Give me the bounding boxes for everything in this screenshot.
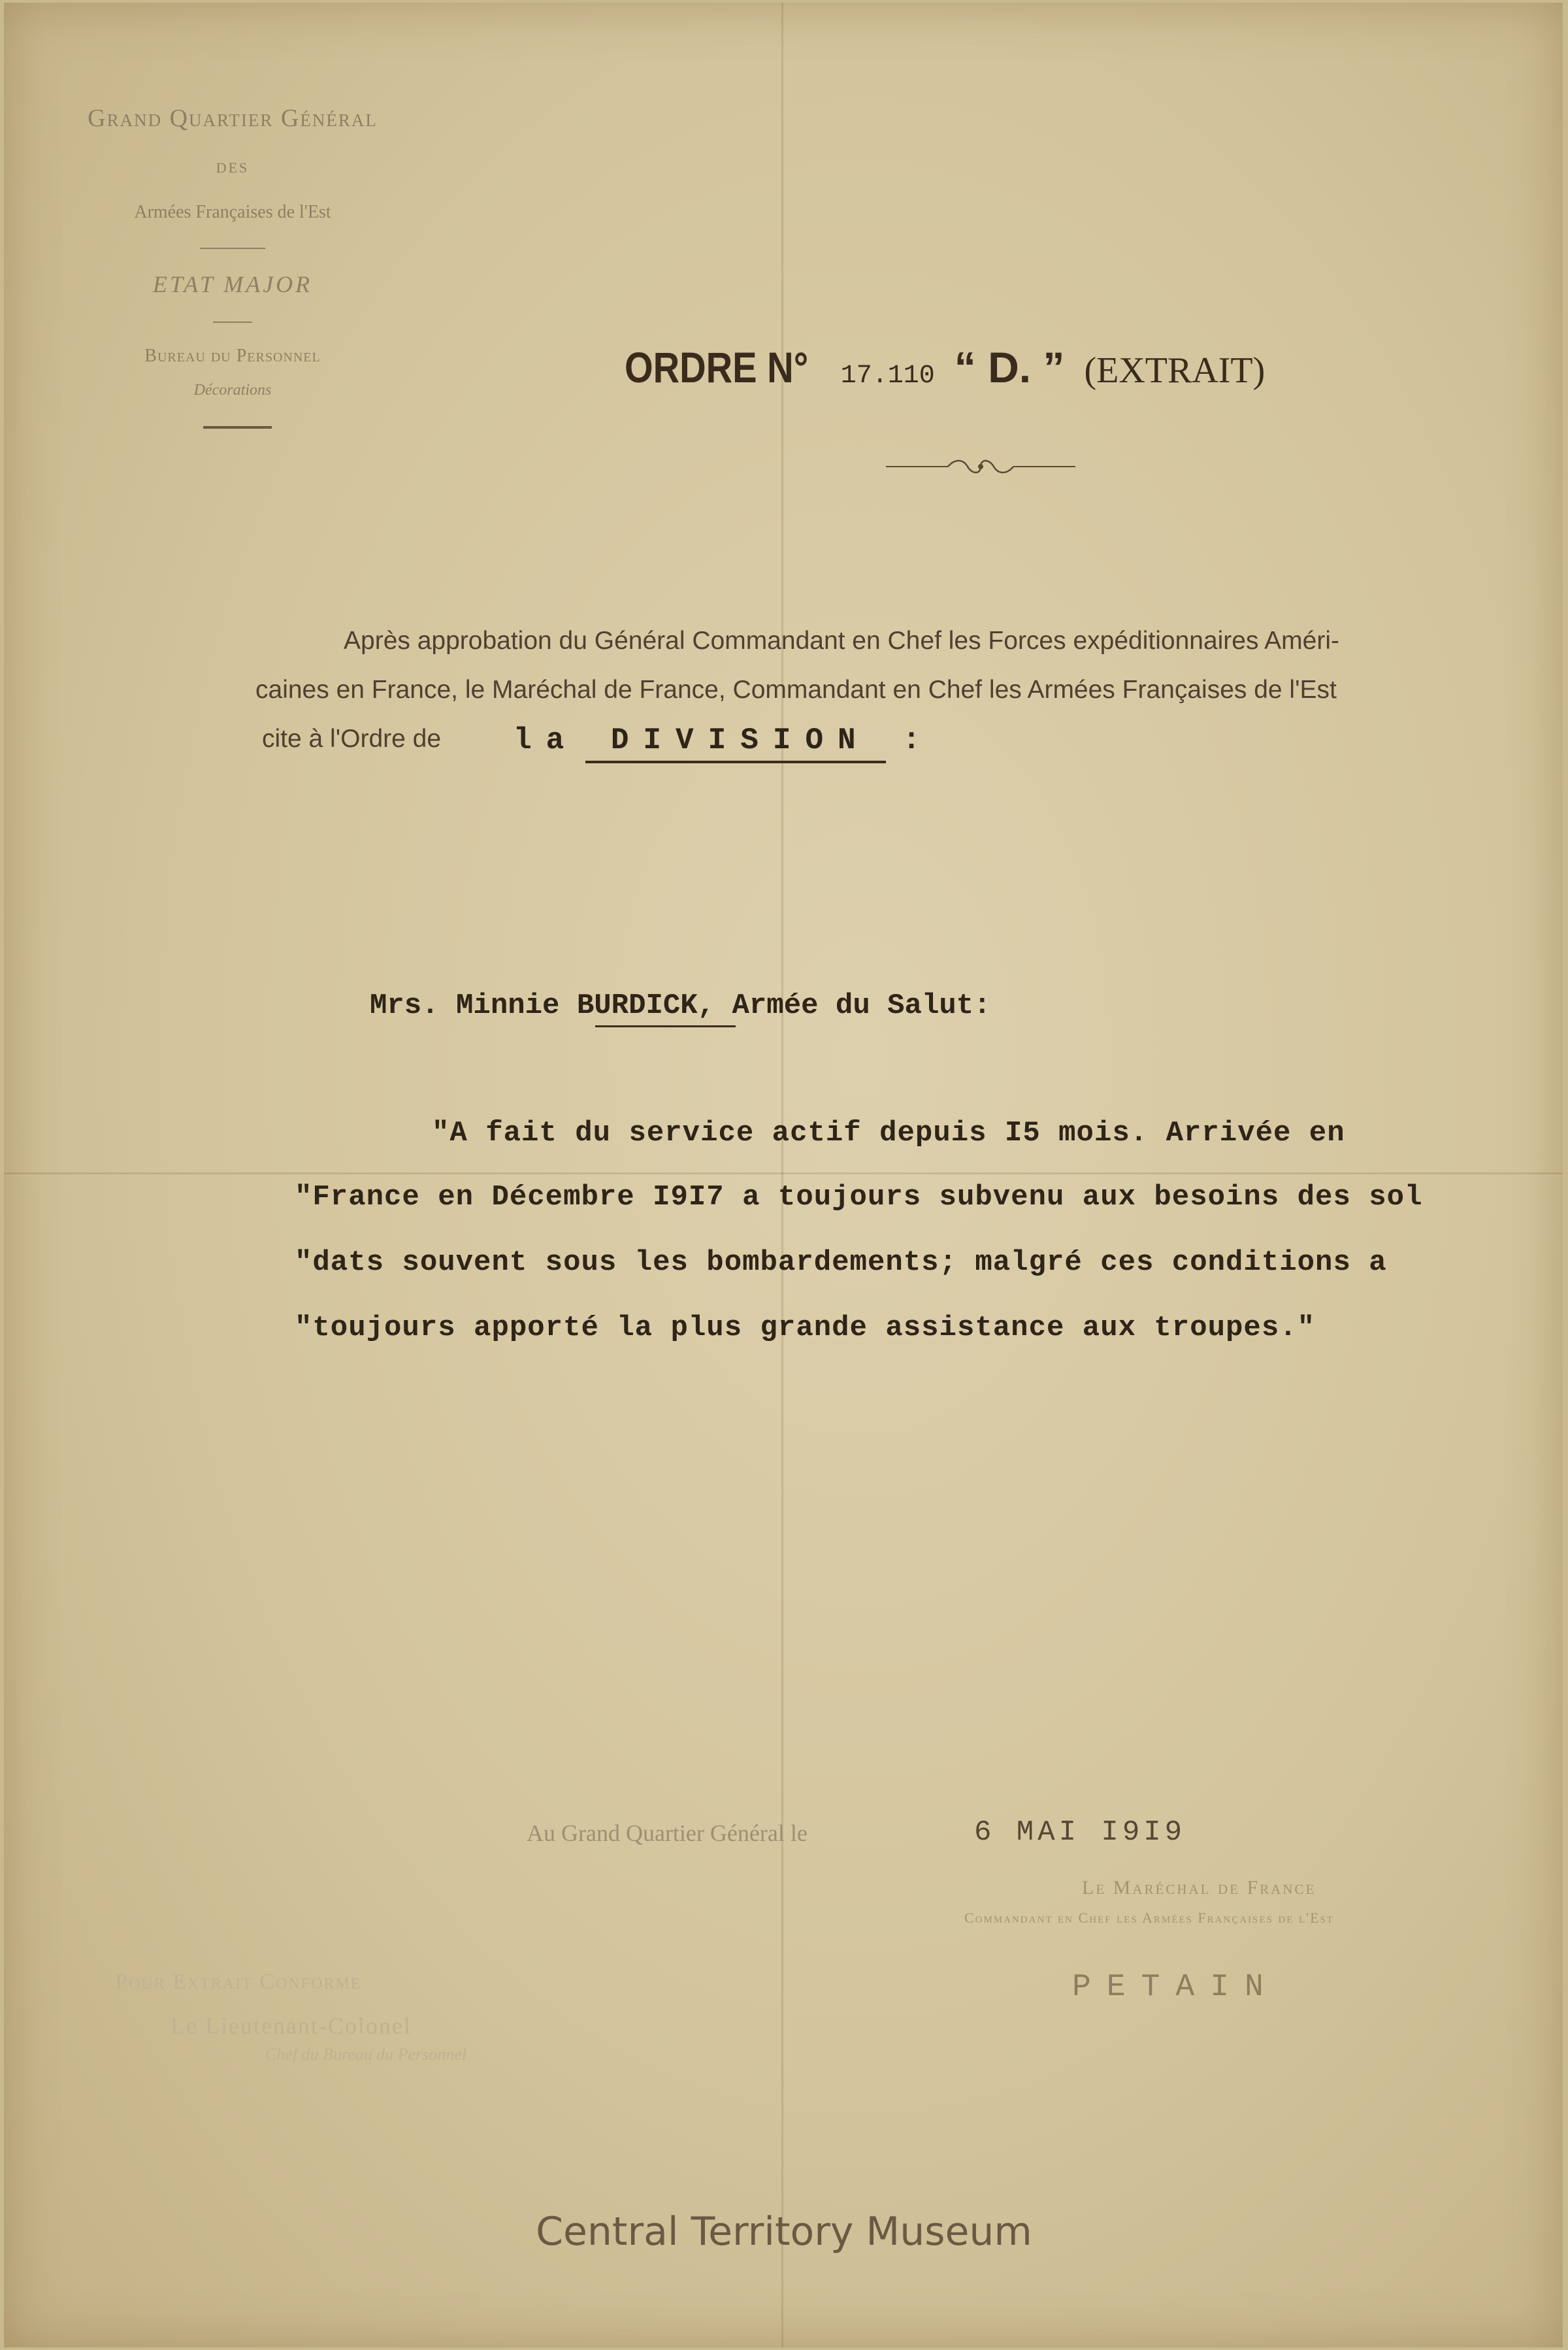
- certification-line-1: Pour Extrait Conforme: [115, 1970, 362, 1994]
- museum-watermark: Central Territory Museum: [536, 2209, 1032, 2255]
- order-title: [625, 342, 1396, 393]
- header-staff: ETAT MAJOR: [152, 271, 313, 297]
- certification-line-2: Le Lieutenant-Colonel: [171, 2013, 412, 2039]
- header-rule: [213, 322, 252, 323]
- signatory-title: Le Maréchal de France: [1082, 1877, 1316, 1898]
- header-section: Décorations: [193, 382, 272, 399]
- ornament-divider: [886, 454, 1075, 480]
- document-sheet: [4, 3, 1563, 2347]
- citation-line-3: "dats souvent sous les bombardements; malgré ces conditions a: [295, 1246, 1387, 1279]
- header-des: DES: [216, 159, 250, 176]
- division-underline: [585, 761, 886, 763]
- intro-line-2: caines en France, le Maréchal de France, Commandant en Chef les Armées Françaises de l'Est: [255, 676, 1337, 704]
- order-label: ORDRE N°: [625, 343, 809, 391]
- header-organization: Grand Quartier Général: [88, 105, 378, 132]
- signatory-subtitle: Commandant en Chef les Armées Françaises de l'Est: [964, 1910, 1335, 1926]
- citation-line-1: "A fait du service actif depuis I5 mois. Arrivée en: [432, 1117, 1345, 1150]
- recipient-underline: [595, 1025, 736, 1027]
- signatory-name: PETAIN: [1072, 1970, 1279, 2005]
- citation-line-2: "France en Décembre I9I7 a toujours subvenu aux besoins des sol: [295, 1181, 1423, 1214]
- fold-crease: [4, 1172, 1563, 1174]
- header-rule: [203, 426, 272, 429]
- division-level: la DIVISION :: [514, 723, 935, 757]
- issue-date: 6 MAI I9I9: [974, 1816, 1186, 1849]
- place-of-issue: Au Grand Quartier Général le: [527, 1820, 808, 1846]
- header-army: Armées Françaises de l'Est: [134, 202, 331, 222]
- recipient: Mrs. Minnie BURDICK, Armée du Salut:: [370, 989, 991, 1022]
- order-note: (EXTRAIT): [1084, 350, 1266, 391]
- intro-line-1: Après approbation du Général Commandant en Chef les Forces expéditionnaires Améri-: [344, 627, 1339, 655]
- header-bureau: Bureau du Personnel: [144, 346, 321, 366]
- header-rule: [200, 248, 265, 249]
- intro-line-3: cite à l'Ordre de: [262, 725, 442, 753]
- citation-line-4: "toujours apporté la plus grande assistance aux troupes.": [295, 1312, 1316, 1344]
- order-series: “ D. ”: [954, 343, 1065, 391]
- certification-line-3: Chef du Bureau du Personnel: [265, 2045, 467, 2064]
- order-number: 17.110: [840, 361, 935, 391]
